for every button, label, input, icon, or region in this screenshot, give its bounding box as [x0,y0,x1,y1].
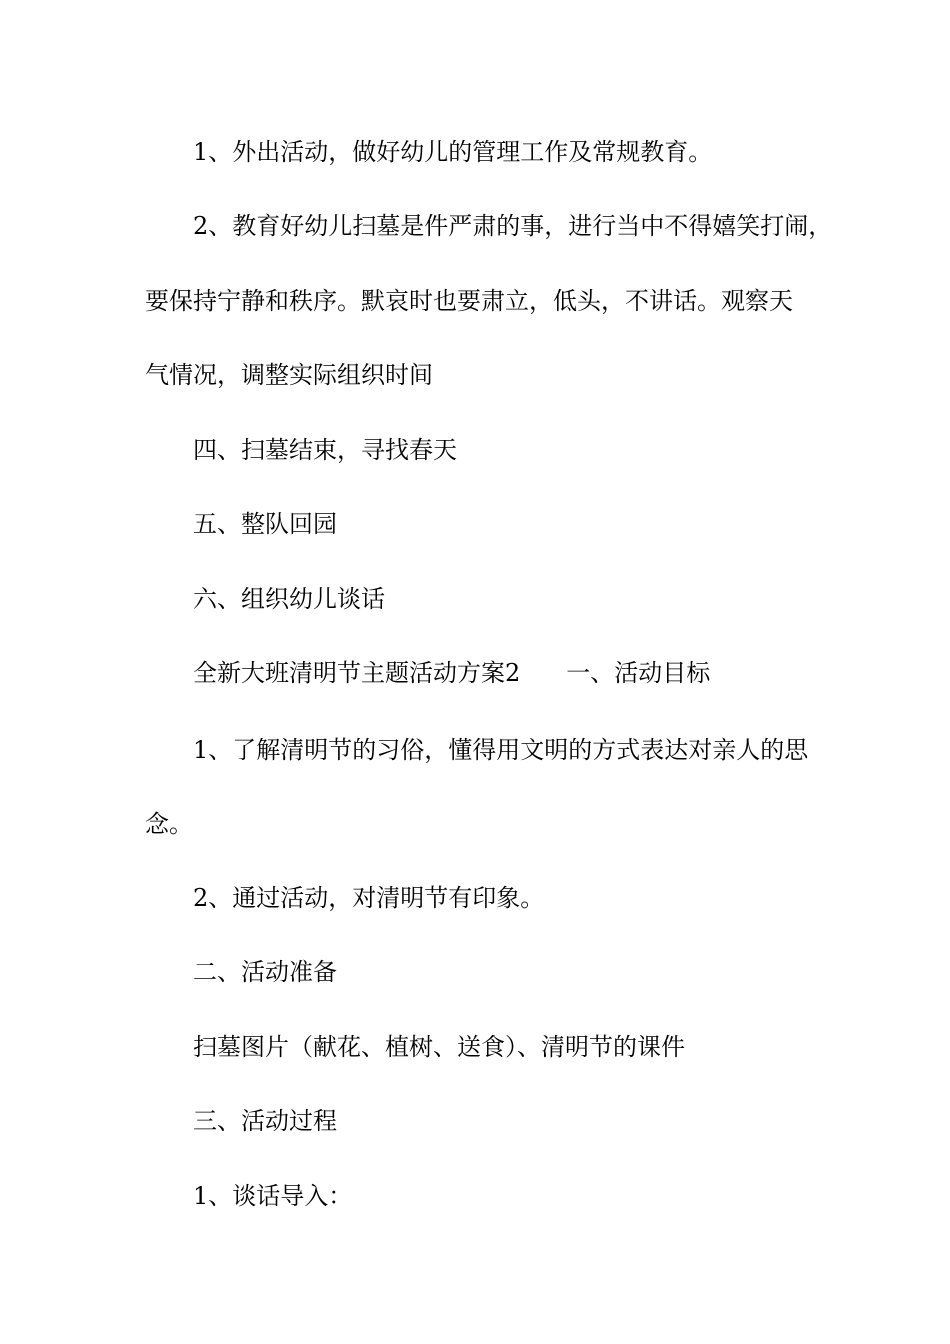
section-heading-6: 六、组织幼儿谈话 [193,585,385,613]
plan-title: 全新大班清明节主题活动方案2 [193,659,521,687]
preparation-detail: 扫墓图片（献花、植树、送食）、清明节的课件 [193,1033,685,1061]
section-heading-5: 五、整队回园 [193,510,337,538]
plan-title-line [193,658,710,688]
paragraph-line-4: 气情况，调整实际组织时间 [145,361,433,389]
goal-item-1: 1、了解清明节的习俗，懂得用文明的方式表达对亲人的思 [193,736,809,764]
process-item-1: 1、谈话导入： [193,1182,353,1210]
section-heading-4: 四、扫墓结束，寻找春天 [193,436,457,464]
goal-item-1-continued: 念。 [145,810,193,838]
paragraph-line-3: 要保持宁静和秩序。默哀时也要肃立，低头，不讲话。观察天 [145,287,793,315]
section-heading-process: 三、活动过程 [193,1107,337,1135]
section-heading-goals: 一、活动目标 [566,659,711,687]
section-heading-preparation: 二、活动准备 [193,958,337,986]
paragraph-line-1: 1、外出活动，做好幼儿的管理工作及常规教育。 [193,138,713,166]
paragraph-line-2: 2、教育好幼儿扫墓是件严肃的事，进行当中不得嬉笑打闹， [193,212,833,240]
goal-item-2: 2、通过活动，对清明节有印象。 [193,884,545,912]
